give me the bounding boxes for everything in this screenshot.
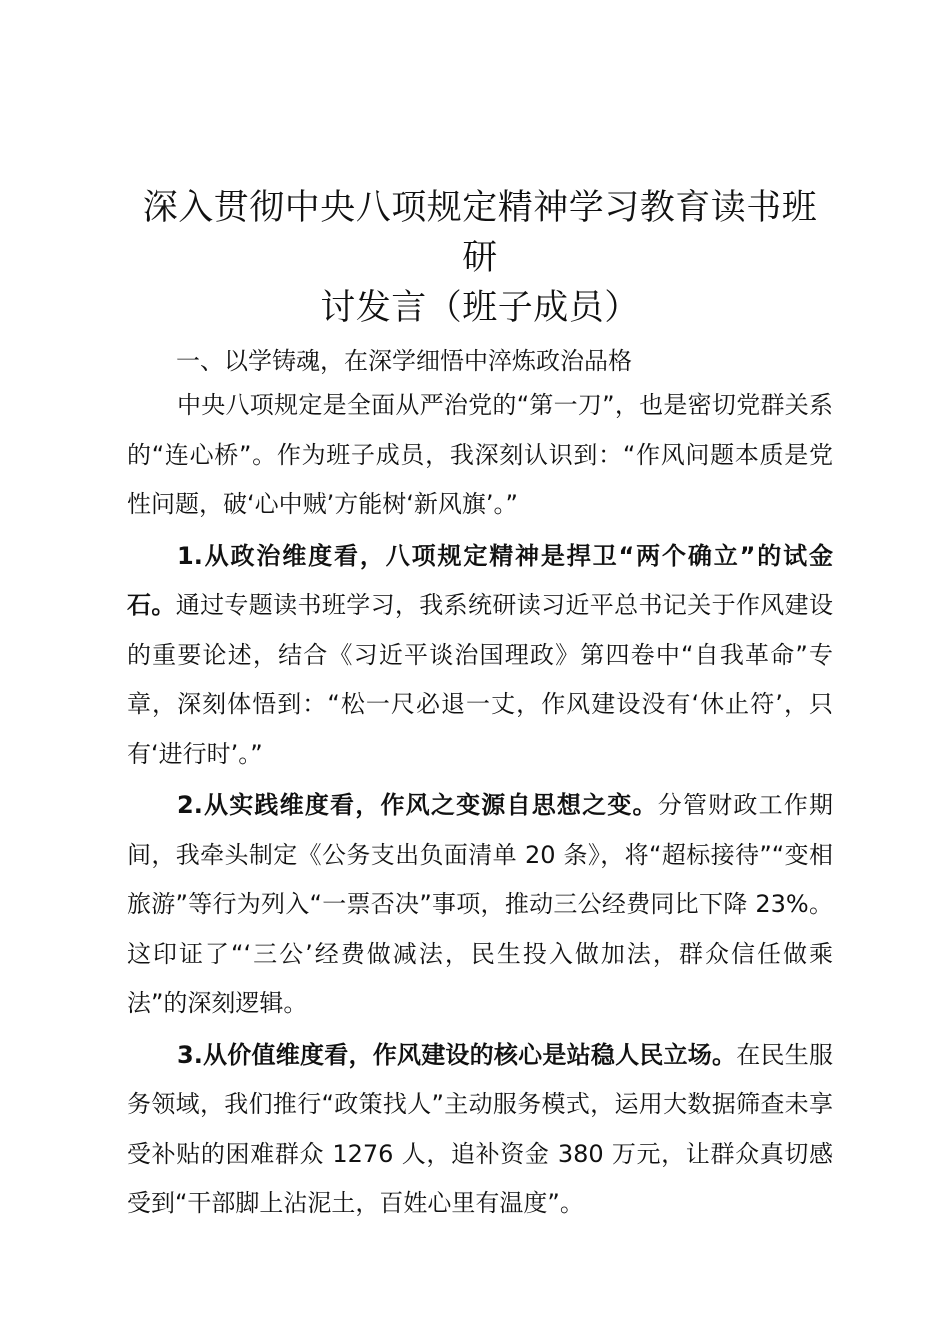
point-paragraph-3 (127, 1031, 833, 1229)
point-lead-1: 1.从政治维度看，八项规定精神是捍卫“两个确立”的试金石。 (127, 541, 833, 619)
title-line-2: 讨发言（班子成员） (320, 288, 640, 328)
point-body-3: 在民生服务领域，我们推行“政策找人”主动服务模式，运用大数据筛查未享受补贴的困难群众 1276 人，追补资金 380 万元，让群众真切感受到“干部脚上沾泥土，百姓心里有温度”。 (127, 1040, 833, 1217)
intro-paragraph: 中央八项规定是全面从严治党的“第一刀”，也是密切党群关系的“连心桥”。作为班子成员，我深刻认识到：“作风问题本质是党性问题，破‘心中贼’方能树‘新风旗’。” (127, 391, 833, 518)
section-heading: 一、以学铸魂，在深学细悟中淬炼政治品格 (176, 347, 632, 375)
title-line-1: 深入贯彻中央八项规定精神学习教育读书班研 (142, 188, 818, 278)
point-body-2: 分管财政工作期间，我牵头制定《公务支出负面清单 20 条》，将“超标接待”“变相旅游”等行为列入“一票否决”事项，推动三公经费同比下降 23%。这印证了“‘三公’经费做减法，民生投入做加法，群众信任做乘法”的深刻逻辑。 (127, 791, 833, 1017)
point-lead-2: 2.从实践维度看，作风之变源自思想之变。 (177, 791, 658, 819)
point-lead-3: 3.从价值维度看，作风建设的核心是站稳人民立场。 (177, 1040, 737, 1069)
point-body-1: 通过专题读书班学习，我系统研读习近平总书记关于作风建设的重要论述，结合《习近平谈治国理政》第四卷中“自我革命”专章，深刻体悟到：“松一尺必退一丈，作风建设没有‘休止符’，只有‘进行时’。” (127, 591, 834, 768)
document-page (127, 183, 833, 1229)
document-title (127, 183, 833, 333)
point-paragraph-1 (127, 532, 833, 780)
point-paragraph-2 (127, 781, 833, 1029)
